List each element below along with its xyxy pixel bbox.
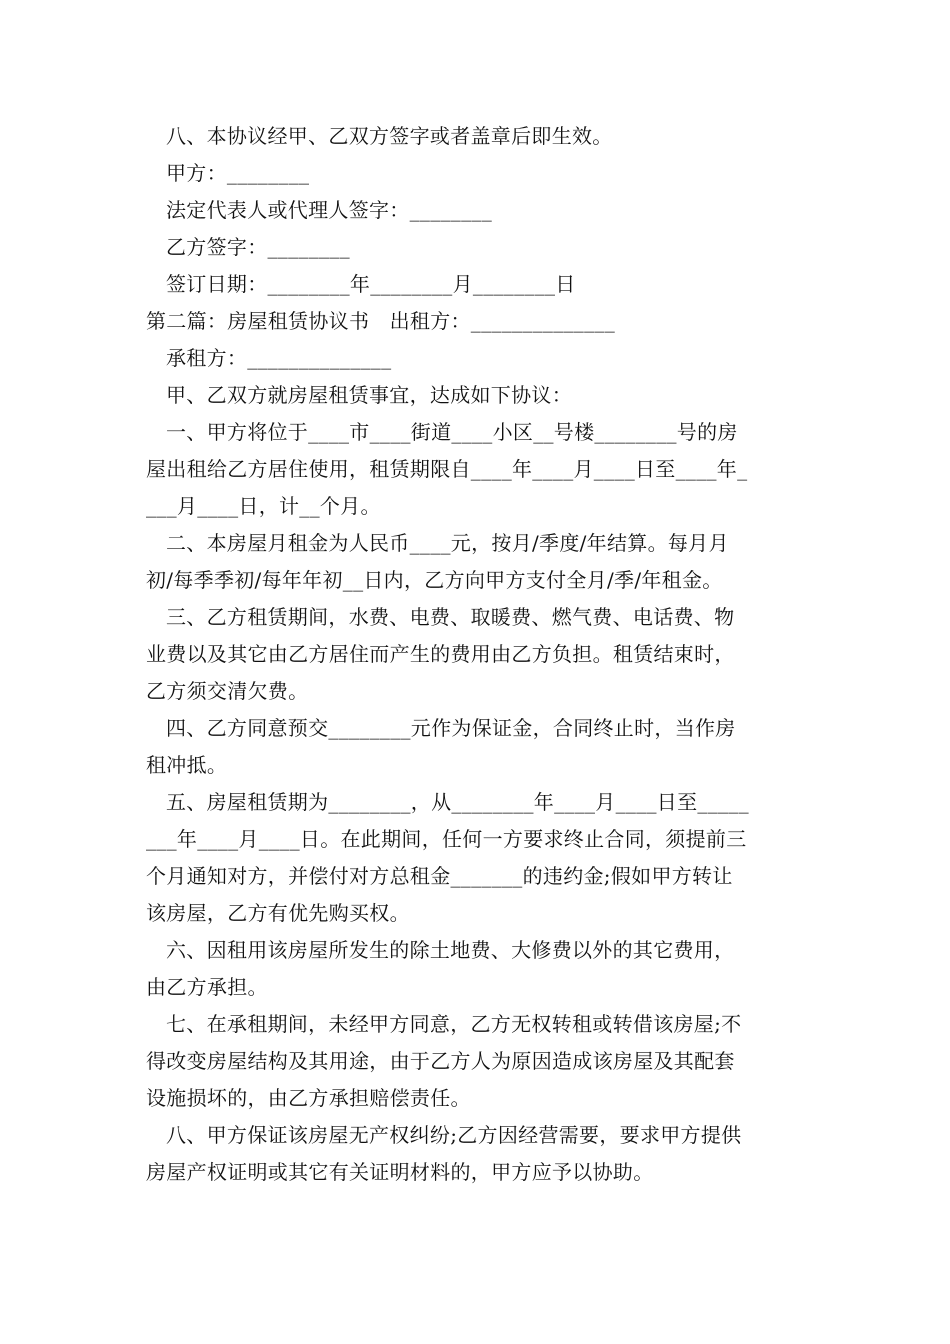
clause-line: 设施损坏的，由乙方承担赔偿责任。 [146, 1086, 471, 1110]
clause-line: 四、乙方同意预交________元作为保证金，合同终止时，当作房 [166, 716, 736, 740]
clause-6 [146, 932, 811, 1006]
clause-8-effective: 八、本协议经甲、乙双方签字或者盖章后即生效。 [166, 124, 613, 148]
clause-line: 八、甲方保证该房屋无产权纠纷;乙方因经营需要，要求甲方提供 [166, 1123, 742, 1147]
clause-3 [146, 599, 811, 710]
clause-line: 房屋产权证明或其它有关证明材料的，甲方应予以协助。 [146, 1160, 654, 1184]
clause-5 [146, 784, 811, 932]
clause-line: 该房屋，乙方有优先购买权。 [146, 901, 410, 925]
party-b-signature-line: 乙方签字：________ [166, 235, 350, 259]
sign-date-line: 签订日期：________年________月________日 [166, 272, 576, 296]
clause-line: 二、本房屋月租金为人民币____元，按月/季度/年结算。每月月 [166, 531, 729, 555]
tenant-line: 承租方：______________ [166, 346, 392, 370]
clause-line: ___月____日，计__个月。 [146, 494, 381, 518]
clause-line: 乙方须交清欠费。 [146, 679, 309, 703]
clause-line: 由乙方承担。 [146, 975, 268, 999]
document-page [146, 118, 811, 1191]
agreement-intro: 甲、乙双方就房屋租赁事宜，达成如下协议： [166, 383, 572, 407]
clause-line: 七、在承租期间，未经甲方同意，乙方无权转租或转借该房屋;不 [166, 1012, 742, 1036]
clause-line: 一、甲方将位于____市____街道____小区__号楼________号的房 [166, 420, 738, 444]
clause-line: 个月通知对方，并偿付对方总租金_______的违约金;假如甲方转让 [146, 864, 733, 888]
clause-line: 屋出租给乙方居住使用，租赁期限自____年____月____日至____年_ [146, 457, 748, 481]
clause-8-lease [146, 1117, 811, 1191]
clause-line: 租冲抵。 [146, 753, 228, 777]
clause-1 [146, 414, 811, 525]
clause-2 [146, 525, 811, 599]
clause-line: 得改变房屋结构及其用途，由于乙方人为原因造成该房屋及其配套 [146, 1049, 735, 1073]
section-heading: 第二篇：房屋租赁协议书 出租方：______________ [146, 309, 615, 333]
party-a-signature-line: 甲方：________ [166, 161, 310, 185]
clause-line: 初/每季季初/每年年初__日内，乙方向甲方支付全月/季/年租金。 [146, 568, 723, 592]
clause-7 [146, 1006, 811, 1117]
clause-line: ___年____月____日。在此期间，任何一方要求终止合同，须提前三 [146, 827, 747, 851]
clause-4 [146, 710, 811, 784]
clause-line: 六、因租用该房屋所发生的除土地费、大修费以外的其它费用， [166, 938, 735, 962]
clause-line: 五、房屋租赁期为________，从________年____月____日至_____ [166, 790, 749, 814]
clause-line: 业费以及其它由乙方居住而产生的费用由乙方负担。租赁结束时， [146, 642, 735, 666]
clause-line: 三、乙方租赁期间，水费、电费、取暖费、燃气费、电话费、物 [166, 605, 735, 629]
legal-representative-line: 法定代表人或代理人签字：________ [166, 198, 492, 222]
